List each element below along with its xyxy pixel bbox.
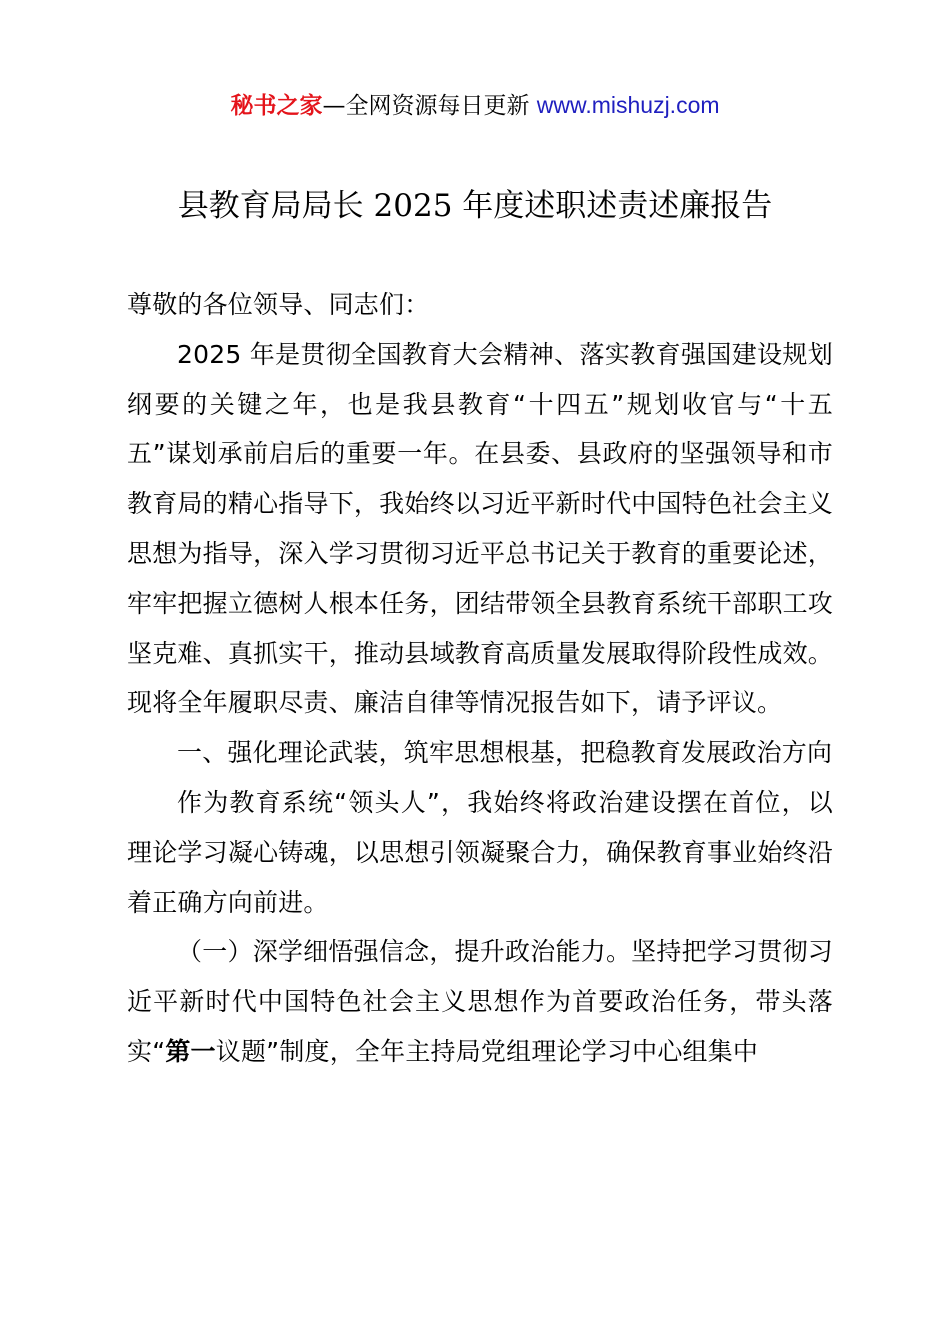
subsection-1-paragraph [127, 927, 833, 1076]
subsection-1-bold-text: 第一 [165, 1036, 216, 1066]
section-1-paragraph: 作为教育系统“领头人”，我始终将政治建设摆在首位，以理论学习凝心铸魂，以思想引领凝聚合力，确保教育事业始终沿着正确方向前进。 [127, 787, 833, 917]
header-tagline: —全网资源每日更新 [322, 93, 537, 119]
document-title: 县教育局局长 2025 年度述职述责述廉报告 [177, 188, 773, 224]
document-body [127, 280, 833, 1077]
salutation: 尊敬的各位领导、同志们： [127, 290, 430, 319]
subsection-1-text-a: （一）深学细悟强信念，提升政治能力。坚持把学习贯彻习近平新时代中国特色社会主义思想作为首要政治任务，带头落实“ [127, 937, 833, 1066]
site-url-link[interactable]: www.mishuzj.com [536, 92, 720, 118]
section-1-heading: 一、强化理论武装，筑牢思想根基，把稳教育发展政治方向 [177, 738, 833, 768]
subsection-1-text-b: 议题”制度，全年主持局党组理论学习中心组集中 [215, 1036, 759, 1066]
intro-paragraph: 2025 年是贯彻全国教育大会精神、落实教育强国建设规划纲要的关键之年，也是我县教育“十四五”规划收官与“十五五”谋划承前启后的重要一年。在县委、县政府的坚强领导和市教育局的精心指导下，我始终以习近平新时代中国特色社会主义思想为指导，深入学习贯彻习近平总书记关于教育的重要论述，牢牢把握立德树人根本任务，团结带领全县教育系统干部职工攻坚克难、真抓实干，推动县域教育高质量发展取得阶段性成效。现将全年履职尽责、廉洁自律等情况报告如下，请予评议。 [127, 339, 833, 718]
brand-name: 秘书之家 [230, 93, 323, 119]
site-header [0, 88, 950, 123]
